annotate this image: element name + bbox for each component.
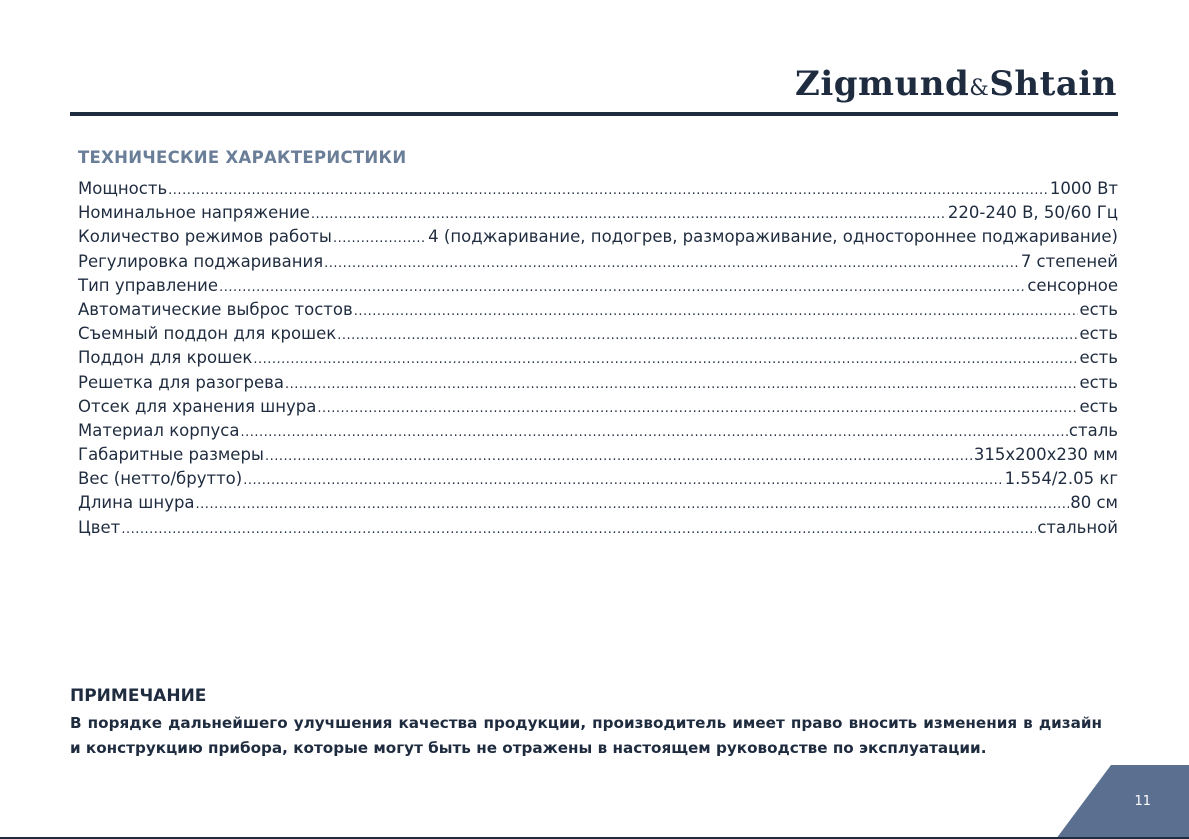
spec-value: 4 (поджаривание, подогрев, размораживание, одностороннее поджаривание)	[428, 227, 1118, 247]
dot-leader	[219, 280, 1026, 295]
spec-row-control	[78, 276, 1118, 300]
spec-label: Материал корпуса	[78, 420, 240, 440]
spec-row-warming-rack	[78, 373, 1118, 397]
dot-leader	[265, 449, 973, 464]
spec-row-removable-tray	[78, 324, 1118, 348]
spec-row-crumb-tray	[78, 348, 1118, 372]
spec-label: Цвет	[78, 517, 121, 537]
spec-label: Автоматические выброс тостов	[78, 299, 353, 319]
dot-leader	[317, 401, 1078, 416]
spec-label: Вес (нетто/брутто)	[78, 469, 243, 489]
note-text: В порядке дальнейшего улучшения качества продукции, производитель имеет право вносить изменения в дизайн и конструкцию прибора, которые могут быть не отражены в настоящем руководстве по эксплуатации.	[70, 714, 1102, 757]
dot-leader	[196, 497, 1070, 512]
spec-value: есть	[1079, 372, 1118, 392]
brand-logo-second: Shtain	[989, 64, 1117, 104]
dot-leader	[324, 256, 1020, 271]
brand-logo	[795, 64, 1117, 104]
dot-leader	[121, 522, 1036, 537]
spec-value: есть	[1079, 396, 1118, 416]
spec-value: 1000 Вт	[1049, 179, 1118, 198]
spec-label: Габаритные размеры	[78, 445, 264, 465]
spec-row-dimensions	[78, 445, 1118, 469]
spec-row-modes	[78, 227, 1118, 251]
spec-label: Регулировка поджаривания	[78, 251, 324, 271]
spec-label: Мощность	[78, 179, 168, 198]
spec-value: 220-240 В, 50/60 Гц	[947, 203, 1118, 223]
spec-row-material	[78, 421, 1118, 445]
header-divider	[70, 112, 1118, 116]
dot-leader	[333, 231, 427, 246]
page-number: 11	[1134, 794, 1151, 809]
specs-list	[78, 179, 1118, 542]
spec-label: Отсек для хранения шнура	[78, 396, 317, 416]
specs-title: ТЕХНИЧЕСКИЕ ХАРАКТЕРИСТИКИ	[78, 148, 407, 167]
spec-label: Съемный поддон для крошек	[78, 324, 337, 344]
dot-leader	[285, 377, 1078, 392]
dot-leader	[311, 207, 947, 222]
dot-leader	[168, 183, 1049, 198]
spec-label: Решетка для разогрева	[78, 372, 284, 392]
spec-row-cord-length	[78, 493, 1118, 517]
page-corner-tab	[1056, 765, 1189, 839]
spec-label: Длина шнура	[78, 493, 195, 513]
spec-value: сенсорное	[1027, 275, 1118, 295]
spec-label: Поддон для крошек	[78, 348, 253, 368]
spec-row-voltage	[78, 203, 1118, 227]
dot-leader	[240, 425, 1067, 440]
dot-leader	[354, 304, 1079, 319]
brand-logo-ampersand: &	[969, 76, 990, 101]
spec-value: 7 степеней	[1020, 251, 1118, 271]
spec-row-browning	[78, 252, 1118, 276]
spec-value: есть	[1079, 324, 1118, 344]
spec-value: стальной	[1037, 517, 1118, 537]
spec-row-cord-storage	[78, 397, 1118, 421]
spec-label: Количество режимов работы	[78, 227, 332, 247]
spec-label: Номинальное напряжение	[78, 203, 310, 223]
spec-row-auto-eject	[78, 300, 1118, 324]
spec-row-weight	[78, 469, 1118, 493]
dot-leader	[253, 352, 1078, 367]
spec-row-color	[78, 518, 1118, 542]
spec-value: 80 см	[1070, 493, 1118, 513]
spec-value: есть	[1079, 348, 1118, 368]
note-title: ПРИМЕЧАНИЕ	[70, 686, 207, 706]
spec-label: Тип управление	[78, 275, 219, 295]
spec-row-power	[78, 179, 1118, 203]
brand-logo-main: Zigmund	[795, 64, 970, 104]
spec-value: сталь	[1068, 420, 1118, 440]
spec-value: 1.554/2.05 кг	[1004, 469, 1118, 489]
spec-value: есть	[1079, 299, 1118, 319]
dot-leader	[337, 328, 1078, 343]
spec-value: 315х200х230 мм	[973, 445, 1118, 465]
dot-leader	[243, 473, 1003, 488]
